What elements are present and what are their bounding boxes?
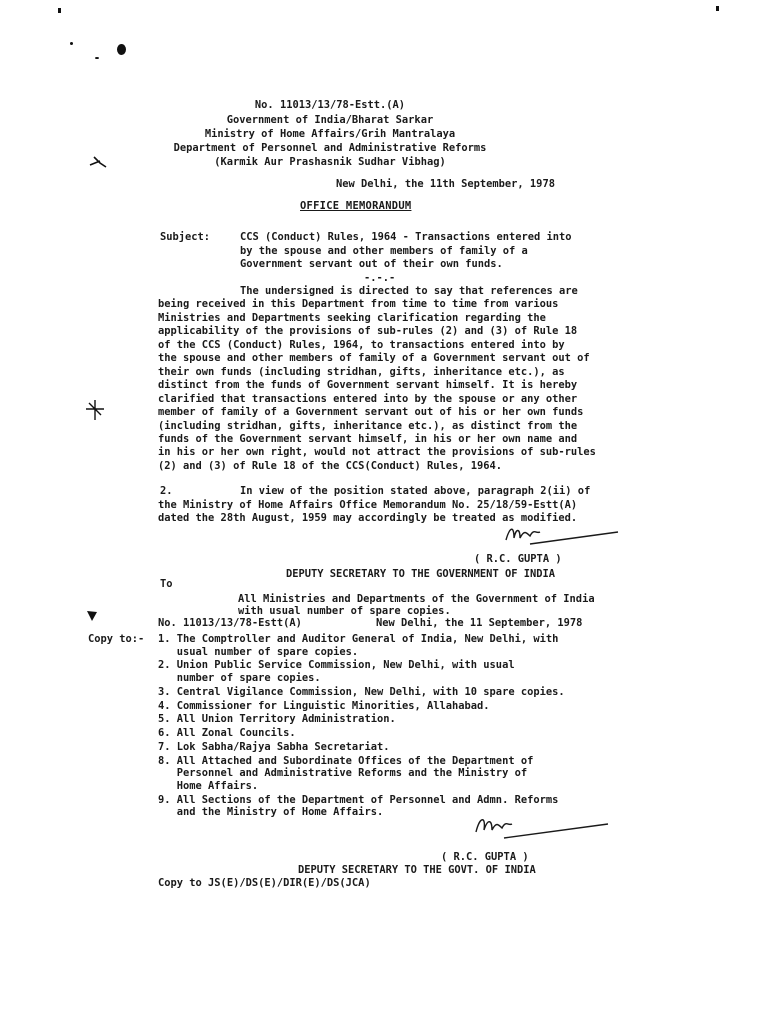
copy-to-item-continuation: usual number of spare copies.	[158, 645, 359, 658]
copy-footer: Copy to JS(E)/DS(E)/DIR(E)/DS(JCA)	[158, 877, 371, 889]
addressee-line: with usual number of spare copies.	[238, 605, 451, 617]
signatory-name-1: ( R.C. GUPTA )	[474, 553, 562, 565]
subject-line: by the spouse and other members of family of a	[240, 244, 528, 257]
subject-line: Government servant out of their own funds.	[240, 258, 503, 270]
ministry-name: Ministry of Home Affairs/Grih Mantralaya	[204, 128, 456, 140]
copy-to-item: 9. All Sections of the Department of Personnel and Admn. Reforms	[158, 793, 559, 806]
paragraph-1-line: the spouse and other members of family of a Government servant out of	[158, 352, 590, 365]
paragraph-1-line: in his or her own right, would not attract the provisions of sub-rules	[158, 446, 596, 459]
scan-speck	[95, 57, 99, 59]
paragraph-1-line: member of family of a Government servant out of his or her own funds	[158, 406, 584, 419]
paragraph-2-line: the Ministry of Home Affairs Office Memorandum No. 25/18/59-Estt(A)	[158, 498, 578, 511]
subject-label: Subject:	[160, 231, 211, 243]
department-hindi-name: (Karmik Aur Prashasnik Sudhar Vibhag)	[214, 156, 446, 168]
copy-to-item-continuation: and the Ministry of Home Affairs.	[158, 806, 384, 819]
subject-separator: -.-.-	[364, 272, 396, 284]
scan-speck	[117, 44, 126, 55]
scan-mark	[86, 400, 104, 420]
copy-to-item: 1. The Comptroller and Auditor General of India, New Delhi, with	[158, 633, 559, 645]
paragraph-1-line: applicability of the provisions of sub-rules (2) and (3) of Rule 18	[158, 325, 578, 338]
copy-to-item-continuation: number of spare copies.	[158, 672, 321, 684]
copy-to-item: 6. All Zonal Councils.	[158, 727, 296, 740]
copy-file-number: No. 11013/13/78-Estt(A)	[158, 617, 302, 629]
paragraph-1-line: being received in this Department from time to time from various	[158, 298, 559, 311]
paragraph-1-line: their own funds (including stridhan, gifts, inheritance etc.), as	[158, 365, 565, 378]
copy-to-item: 5. All Union Territory Administration.	[158, 713, 396, 726]
paragraph-1-line: of the CCS (Conduct) Rules, 1964, to transactions entered into by	[158, 338, 565, 351]
place-date: New Delhi, the 11th September, 1978	[336, 178, 555, 190]
signatory-name-2: ( R.C. GUPTA )	[441, 851, 529, 863]
paragraph-1-line: (including stridhan, gifts, inheritance etc.), as distinct from the	[158, 419, 578, 432]
scan-mark	[86, 610, 98, 622]
signatory-designation-2: DEPUTY SECRETARY TO THE GOVT. OF INDIA	[298, 864, 536, 876]
signature-2	[470, 810, 610, 848]
scan-speck	[70, 42, 73, 45]
copy-to-item: 2. Union Public Service Commission, New Delhi, with usual	[158, 659, 515, 672]
copy-to-item-continuation: Home Affairs.	[158, 780, 259, 792]
scan-mark	[88, 155, 108, 173]
copy-to-item: 8. All Attached and Subordinate Offices of the Department of	[158, 754, 534, 767]
signature-1	[500, 520, 620, 554]
file-number: No. 11013/13/78-Estt.(A)	[254, 99, 406, 111]
paragraph-1-line: (2) and (3) of Rule 18 of the CCS(Conduct) Rules, 1964.	[158, 459, 503, 472]
paragraph-1-line: funds of the Government servant himself, in his or her own name and	[158, 432, 578, 445]
copy-to-item-continuation: Personnel and Administrative Reforms and the Ministry of	[158, 767, 528, 780]
department-name: Department of Personnel and Administrative Reforms	[173, 142, 487, 154]
copy-to-item: 3. Central Vigilance Commission, New Delhi, with 10 spare copies.	[158, 685, 565, 698]
paragraph-2-number: 2.	[160, 485, 173, 497]
copy-to-item: 7. Lok Sabha/Rajya Sabha Secretariat.	[158, 741, 390, 753]
subject-line: CCS (Conduct) Rules, 1964 - Transactions entered into	[240, 231, 572, 243]
copy-place-date: New Delhi, the 11 September, 1978	[376, 617, 583, 629]
paragraph-1-line: Ministries and Departments seeking clarification regarding the	[158, 311, 546, 324]
addressee-line: All Ministries and Departments of the Government of India	[238, 593, 595, 605]
signatory-designation-1: DEPUTY SECRETARY TO THE GOVERNMENT OF INDIA	[286, 568, 555, 580]
government-name: Government of India/Bharat Sarkar	[226, 114, 434, 126]
copy-to-label: Copy to:-	[88, 633, 145, 645]
paragraph-2-line: In view of the position stated above, paragraph 2(ii) of	[240, 485, 591, 497]
scan-speck	[58, 8, 61, 13]
paragraph-1-line: distinct from the funds of Government servant himself. It is hereby	[158, 379, 578, 392]
paragraph-1-line: The undersigned is directed to say that references are	[240, 285, 578, 297]
paragraph-2-line: dated the 28th August, 1959 may accordingly be treated as modified.	[158, 512, 578, 524]
copy-to-item: 4. Commissioner for Linguistic Minorities, Allahabad.	[158, 699, 490, 712]
paragraph-1-line: clarified that transactions entered into by the spouse or any other	[158, 392, 578, 405]
document-type: OFFICE MEMORANDUM	[300, 200, 412, 212]
scan-speck	[716, 6, 719, 11]
to-label: To	[160, 578, 173, 590]
